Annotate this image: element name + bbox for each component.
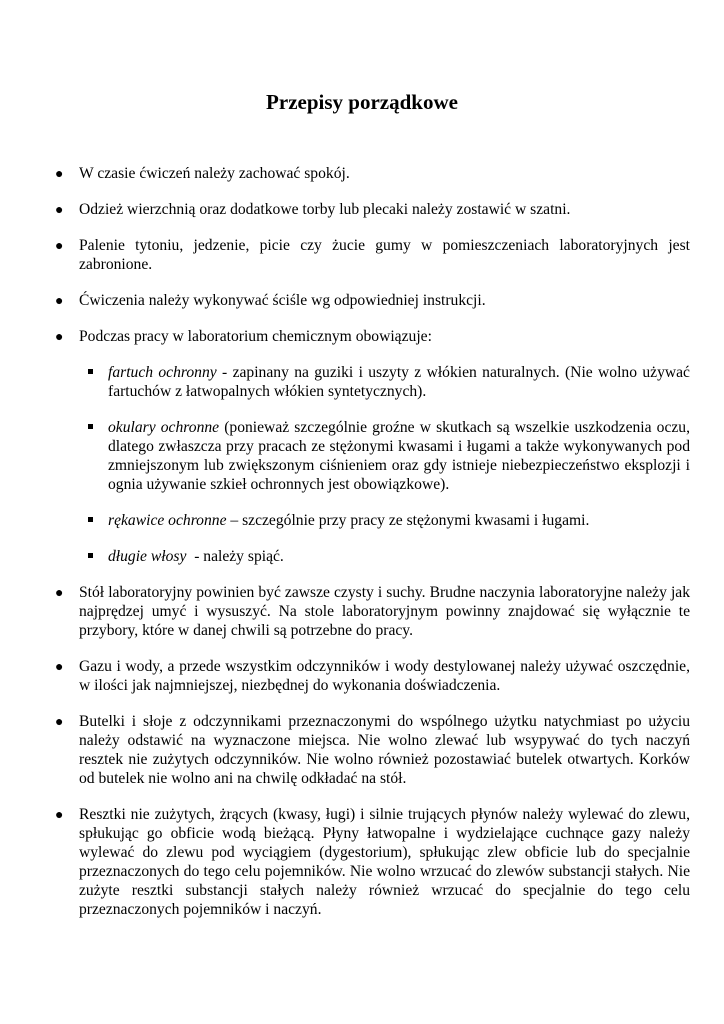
rule-text: Stół laboratoryjny powinien być zawsze czysty i suchy. Brudne naczynia laboratoryjne należy jak najprędzej umyć i wysuszyć. Na stole laboratoryjnym powinny znajdować się wyłącznie te przybory, które w danej chwili są potrzebne do pracy. bbox=[79, 584, 690, 639]
bullet-icon: ● bbox=[55, 167, 64, 182]
bullet-icon: ● bbox=[55, 203, 64, 218]
bullet-icon: ● bbox=[55, 808, 64, 823]
rule-text: Ćwiczenia należy wykonywać ściśle wg odpowiedniej instrukcji. bbox=[79, 292, 486, 309]
requirement-text: – szczególnie przy pracy ze stężonymi kwasami i ługami. bbox=[226, 512, 590, 529]
square-bullet-icon bbox=[88, 424, 93, 429]
requirement-term: fartuch ochronny bbox=[108, 364, 217, 381]
rule-item bbox=[0, 657, 724, 695]
square-bullet-icon bbox=[88, 369, 93, 374]
bullet-icon: ● bbox=[55, 586, 64, 601]
requirement-item bbox=[79, 547, 690, 566]
rule-item bbox=[0, 327, 724, 566]
requirements-list bbox=[79, 363, 690, 566]
rule-text: Gazu i wody, a przede wszystkim odczynników i wody destylowanej należy używać oszczędnie, w ilości jak najmniejszej, niezbędnej do wykonania doświadczenia. bbox=[79, 658, 690, 694]
square-bullet-icon bbox=[88, 517, 93, 522]
requirement-term: długie włosy bbox=[108, 548, 187, 565]
rule-item bbox=[0, 200, 724, 219]
bullet-icon: ● bbox=[55, 239, 64, 254]
rule-item bbox=[0, 291, 724, 310]
square-bullet-icon bbox=[88, 553, 93, 558]
requirement-item bbox=[79, 418, 690, 494]
rule-text: Podczas pracy w laboratorium chemicznym obowiązuje: bbox=[79, 328, 432, 345]
document-title: Przepisy porządkowe bbox=[266, 90, 458, 114]
bullet-icon: ● bbox=[55, 660, 64, 675]
requirement-text: (ponieważ szczególnie groźne w skutkach są wszelkie uszkodzenia oczu, dlatego zwłaszcza przy pracach ze stężonymi kwasami i ługami a także wykonywanych pod zmniejszonym lub zwiększonym ciśnieniem oraz gdy istnieje niebezpieczeństwo eksplozji i ognia używanie szkieł ochronnych jest obowiązkowe). bbox=[108, 419, 691, 493]
requirement-item bbox=[79, 363, 690, 401]
rule-text: W czasie ćwiczeń należy zachować spokój. bbox=[79, 165, 350, 182]
rule-item bbox=[0, 712, 724, 788]
rules-list bbox=[0, 164, 724, 936]
rule-item bbox=[0, 164, 724, 183]
rule-item bbox=[0, 805, 724, 919]
requirement-term: rękawice ochronne bbox=[108, 512, 227, 529]
bullet-icon: ● bbox=[55, 294, 64, 309]
bullet-icon: ● bbox=[55, 330, 64, 345]
requirement-term: okulary ochronne bbox=[108, 419, 220, 436]
rule-text: Butelki i słoje z odczynnikami przeznaczonymi do wspólnego użytku natychmiast po użyciu należy odstawić na wyznaczone miejsca. Nie wolno zlewać lub wsypywać do tych naczyń resztek nie zużytych odczynników. Nie wolno również pozostawiać butelek otwartych. Korków od butelek nie wolno ani na chwilę odkładać na stół. bbox=[79, 713, 690, 787]
rule-text: Odzież wierzchnią oraz dodatkowe torby lub plecaki należy zostawić w szatni. bbox=[79, 201, 571, 218]
rule-item bbox=[0, 236, 724, 274]
rule-item bbox=[0, 583, 724, 640]
rule-text: Resztki nie zużytych, żrących (kwasy, ługi) i silnie trujących płynów należy wylewać do zlewu, spłukując go obficie wodą bieżącą. Płyny łatwopalne i wydzielające cuchnące gazy należy wylewać do zlewu pod wyciągiem (dygestorium), spłukując zlew obficie lub do specjalnie przeznaczonych do tego celu pojemników. Nie wolno wrzucać do zlewów substancji stałych. Nie zużyte resztki substancji stałych należy również wrzucać do specjalnie do tego celu przeznaczonych pojemników i naczyń. bbox=[79, 806, 690, 918]
requirement-item bbox=[79, 511, 690, 530]
requirement-text: - zapinany na guziki i uszyty z włókien naturalnych. (Nie wolno używać fartuchów z łatwopalnych włókien syntetycznych). bbox=[108, 364, 690, 400]
rule-text: Palenie tytoniu, jedzenie, picie czy żucie gumy w pomieszczeniach laboratoryjnych jest zabronione. bbox=[79, 237, 690, 273]
requirement-text: - należy spiąć. bbox=[186, 548, 284, 565]
bullet-icon: ● bbox=[55, 715, 64, 730]
